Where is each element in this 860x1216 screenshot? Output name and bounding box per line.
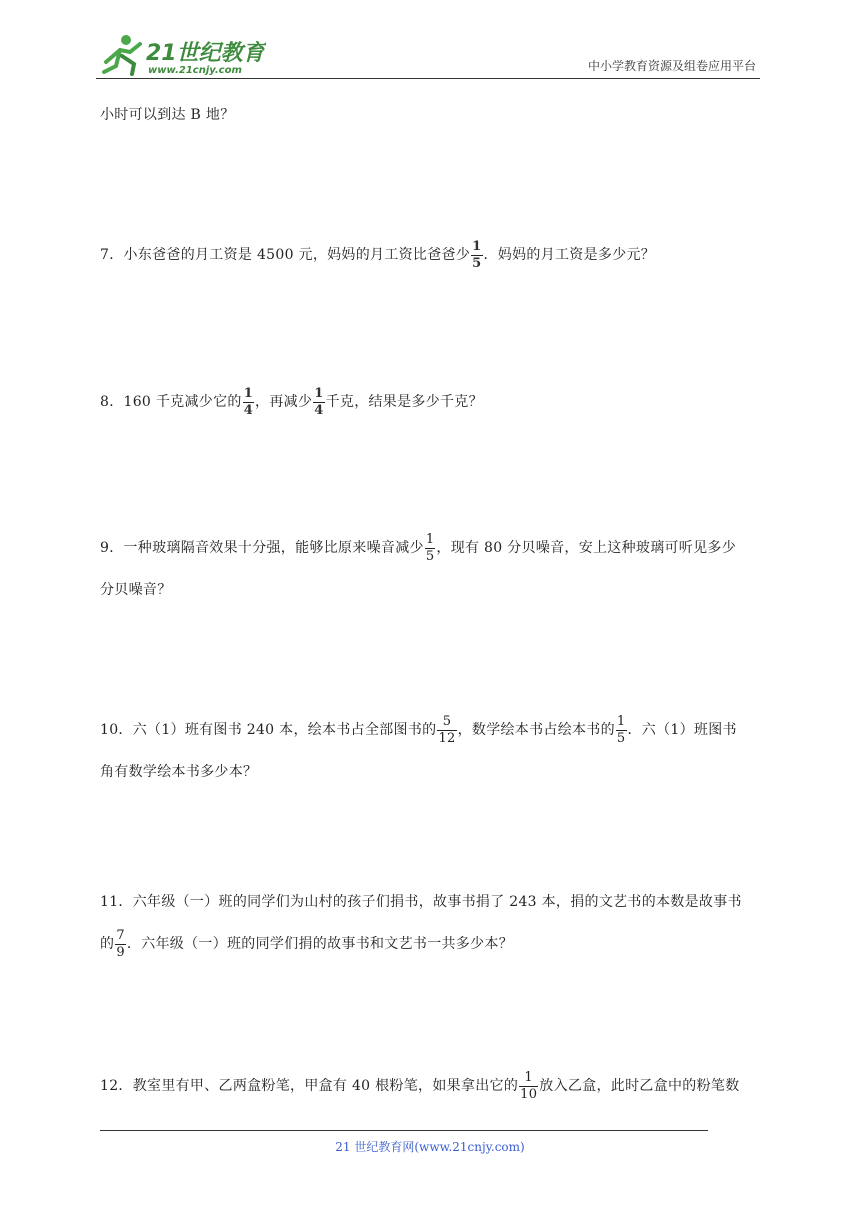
question-text: 小时可以到达 B 地？ (100, 107, 235, 123)
question-text: 放入乙盒，此时乙盒中的粉笔数 (539, 1078, 740, 1094)
fraction: $\frac{1}{4}$ (314, 385, 324, 418)
question-text: 7．小东爸爸的月工资是 4500 元，妈妈的月工资比爸爸少 (100, 247, 471, 263)
question-text: ，数学绘本书占绘本书的 (457, 722, 615, 738)
fraction: $\frac{1}{5}$ (472, 238, 482, 271)
fraction: $\frac{1}{4}$ (243, 385, 254, 418)
question-9 (100, 529, 764, 609)
site-logo (96, 32, 266, 76)
question-text: 的 (100, 936, 115, 952)
question-12 (100, 1067, 764, 1105)
question-text: 8．160 千克减少它的 (100, 394, 242, 410)
question-text: 9．一种玻璃隔音效果十分强，能够比原来噪音减少 (100, 540, 424, 556)
question-text: ，再减少 (255, 394, 313, 410)
question-continuation (100, 96, 764, 134)
question-text: 11．六年级（一）班的同学们为山村的孩子们捐书，故事书捐了 243 本，捐的文艺书的本数是故事书 (100, 894, 742, 910)
fraction: $\frac{1}{10}$ (520, 1069, 538, 1102)
question-text: ，现有 80 分贝噪音，安上这种玻璃可听见多少 (436, 540, 737, 556)
footer-divider (100, 1130, 708, 1131)
question-11 (100, 883, 764, 963)
question-text: 10．六（1）班有图书 240 本，绘本书占全部图书的 (100, 722, 437, 738)
runner-icon (104, 35, 140, 74)
question-text: 角有数学绘本书多少本？ (100, 764, 258, 780)
question-text: 分贝噪音？ (100, 582, 172, 598)
page-header (96, 30, 760, 79)
question-text: ．六年级（一）班的同学们捐的故事书和文艺书一共多少本？ (126, 936, 513, 952)
fraction: $\frac{7}{9}$ (116, 927, 125, 960)
question-text: 12．教室里有甲、乙两盒粉笔，甲盒有 40 根粉笔，如果拿出它的 (100, 1078, 519, 1094)
fraction: $\frac{1}{5}$ (616, 713, 626, 746)
fraction: $\frac{1}{5}$ (425, 531, 435, 564)
svg-text:21世纪教育: 21世纪教育 (146, 41, 265, 66)
question-10 (100, 711, 764, 791)
question-text: ．六（1）班图书 (627, 722, 737, 738)
question-7 (100, 236, 764, 274)
platform-name: 中小学教育资源及组卷应用平台 (587, 59, 756, 73)
svg-text:www.21cnjy.com: www.21cnjy.com (148, 65, 242, 76)
footer-text: 21 世纪教育网(www.21cnjy.com) (335, 1140, 525, 1154)
question-text: 千克，结果是多少千克？ (325, 394, 483, 410)
question-text: ．妈妈的月工资是多少元？ (483, 247, 656, 263)
fraction: $\frac{5}{12}$ (438, 713, 456, 746)
question-8 (100, 383, 764, 421)
